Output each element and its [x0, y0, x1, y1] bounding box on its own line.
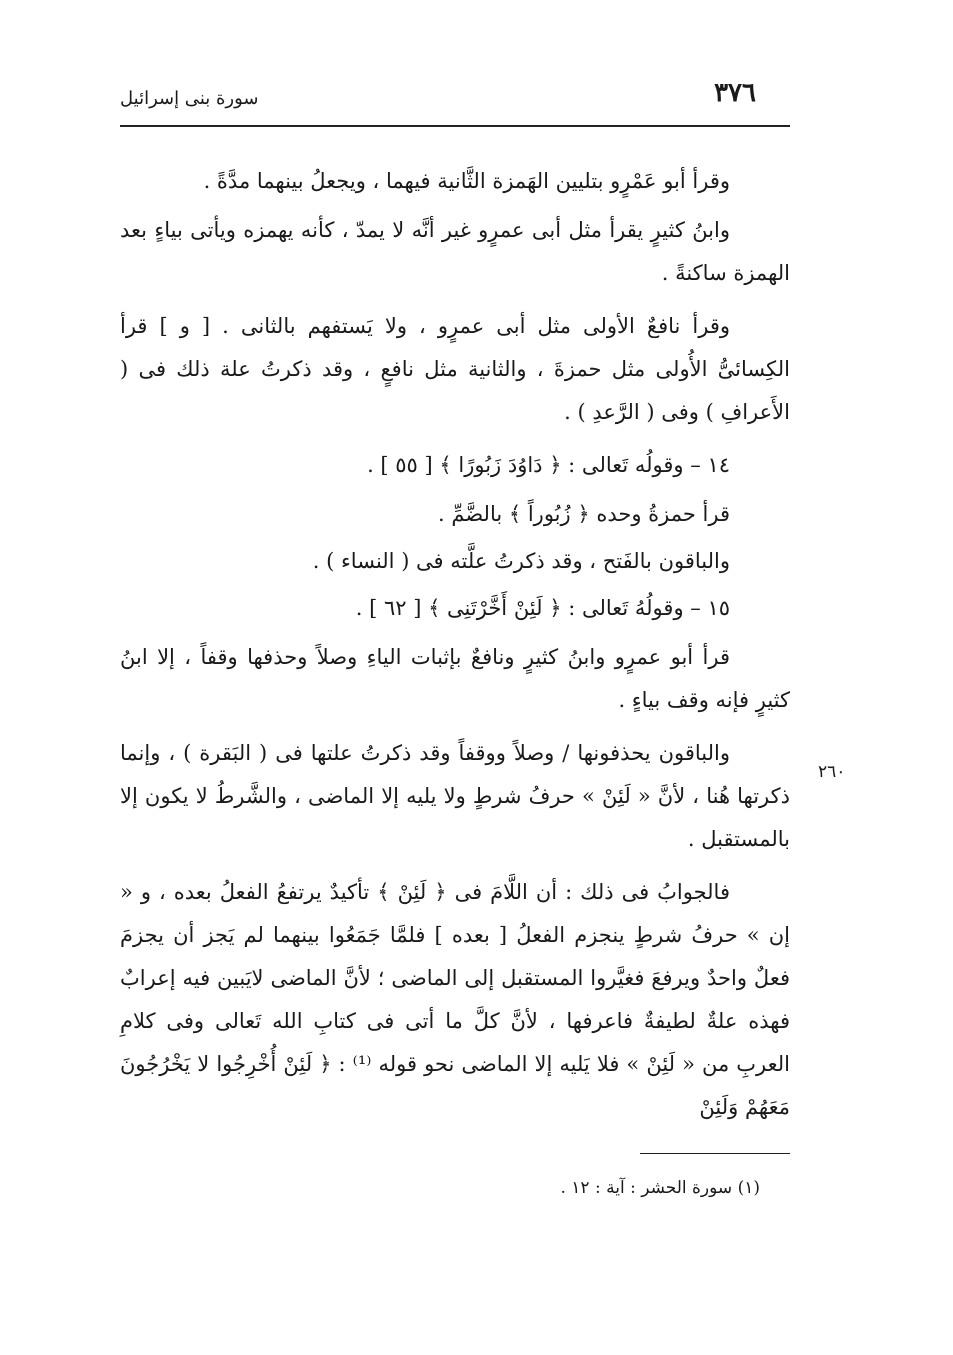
paragraph: قرأ حمزةُ وحده ﴿ زُبُوراً ﴾ بالضَّمِّ . [438, 502, 730, 526]
paragraph: وقرأ أبو عَمْرٍو بتليين الهَمزة الثَّانية فيهما ، ويجعلُ بينهما مدَّةً . [203, 169, 730, 193]
paragraph: قرأ أبو عمرٍو وابنُ كثيرٍ ونافعٌ بإثبات الياءِ وصلاً وحذفها وقفاً ، إلا ابنُ كثيرٍ فإنه وقف بياءٍ . [120, 645, 790, 712]
header-rule [120, 125, 790, 127]
running-title: سورة بنى إسرائيل [120, 88, 259, 109]
paragraph: والباقون يحذفونها / وصلاً ووقفاً وقد ذكرتُ علتها فى ( البَقرة ) ، وإنما ذكرتها هُنا ، لأنَّ « لَئِنْ » حرفُ شرطٍ ولا يليه إلا الماضى ، والشَّرطُ لا يكون إلا بالمستقبل . [120, 741, 790, 851]
page-header [120, 78, 790, 118]
paragraph: فالجوابُ فى ذلك : أن اللَّامَ فى ﴿ لَئِنْ ﴾ تأكيدٌ يرتفعُ الفعلُ بعده ، و « إن » حرفُ شرطٍ ينجزم الفعلُ [ بعده ] فلمَّا جَمَعُوا بينهما لم يَجز أن يجزمَ فعلٌ واحدٌ ويرفعَ فغيَّروا المستقبل إلى الماضى ؛ لأنَّ الماضى لايَبين فيه إعرابٌ فهذه علةٌ لطيفةٌ فاعرفها ، لأنَّ كلَّ ما أتى فى كتابِ الله تَعالى وفى كلامِ العربِ من « لَئِنْ » فلا يَليه إلا الماضى نحو قوله ⁽¹⁾ : ﴿ لَئِنْ أُخْرِجُوا لا يَخْرُجُونَ مَعَهُمْ وَلَئِنْ [120, 880, 791, 1119]
verse-heading: ١٤ – وقولُه تَعالى : ﴿ دَاوُدَ زَبُورًا ﴾ [ ٥٥ ] . [367, 453, 730, 477]
paragraph: وقرأ نافعٌ الأولى مثل أبى عمرٍو ، ولا يَستفهم بالثانى . [ و ] قرأ الكِسائىُّ الأُولى مثل حمزةَ ، والثانية مثل نافعٍ ، وقد ذكرتُ علة ذلك فى ( الأَعرافِ ) وفى ( الرَّعدِ ) . [120, 314, 790, 424]
footnote-rule [640, 1153, 790, 1154]
paragraph: وابنُ كثيرٍ يقرأ مثل أبى عمرٍو غير أنَّه لا يمدّ ، كأنه يهمزه ويأتى بياءٍ بعد الهمزة ساكنةً . [120, 218, 790, 285]
margin-page-reference: ٢٦٠ [818, 762, 846, 782]
page-number: ٣٧٦ [714, 78, 756, 108]
main-text [120, 160, 790, 1139]
paragraph: والباقون بالفَتح ، وقد ذكرتُ علَّته فى ( النساء ) . [312, 549, 730, 573]
verse-heading: ١٥ – وقولُهُ تَعالى : ﴿ لَئِنْ أَخَّرْتَنِى ﴾ [ ٦٢ ] . [355, 596, 730, 620]
footnote: (١) سورة الحشر : آية : ١٢ . [560, 1178, 760, 1198]
